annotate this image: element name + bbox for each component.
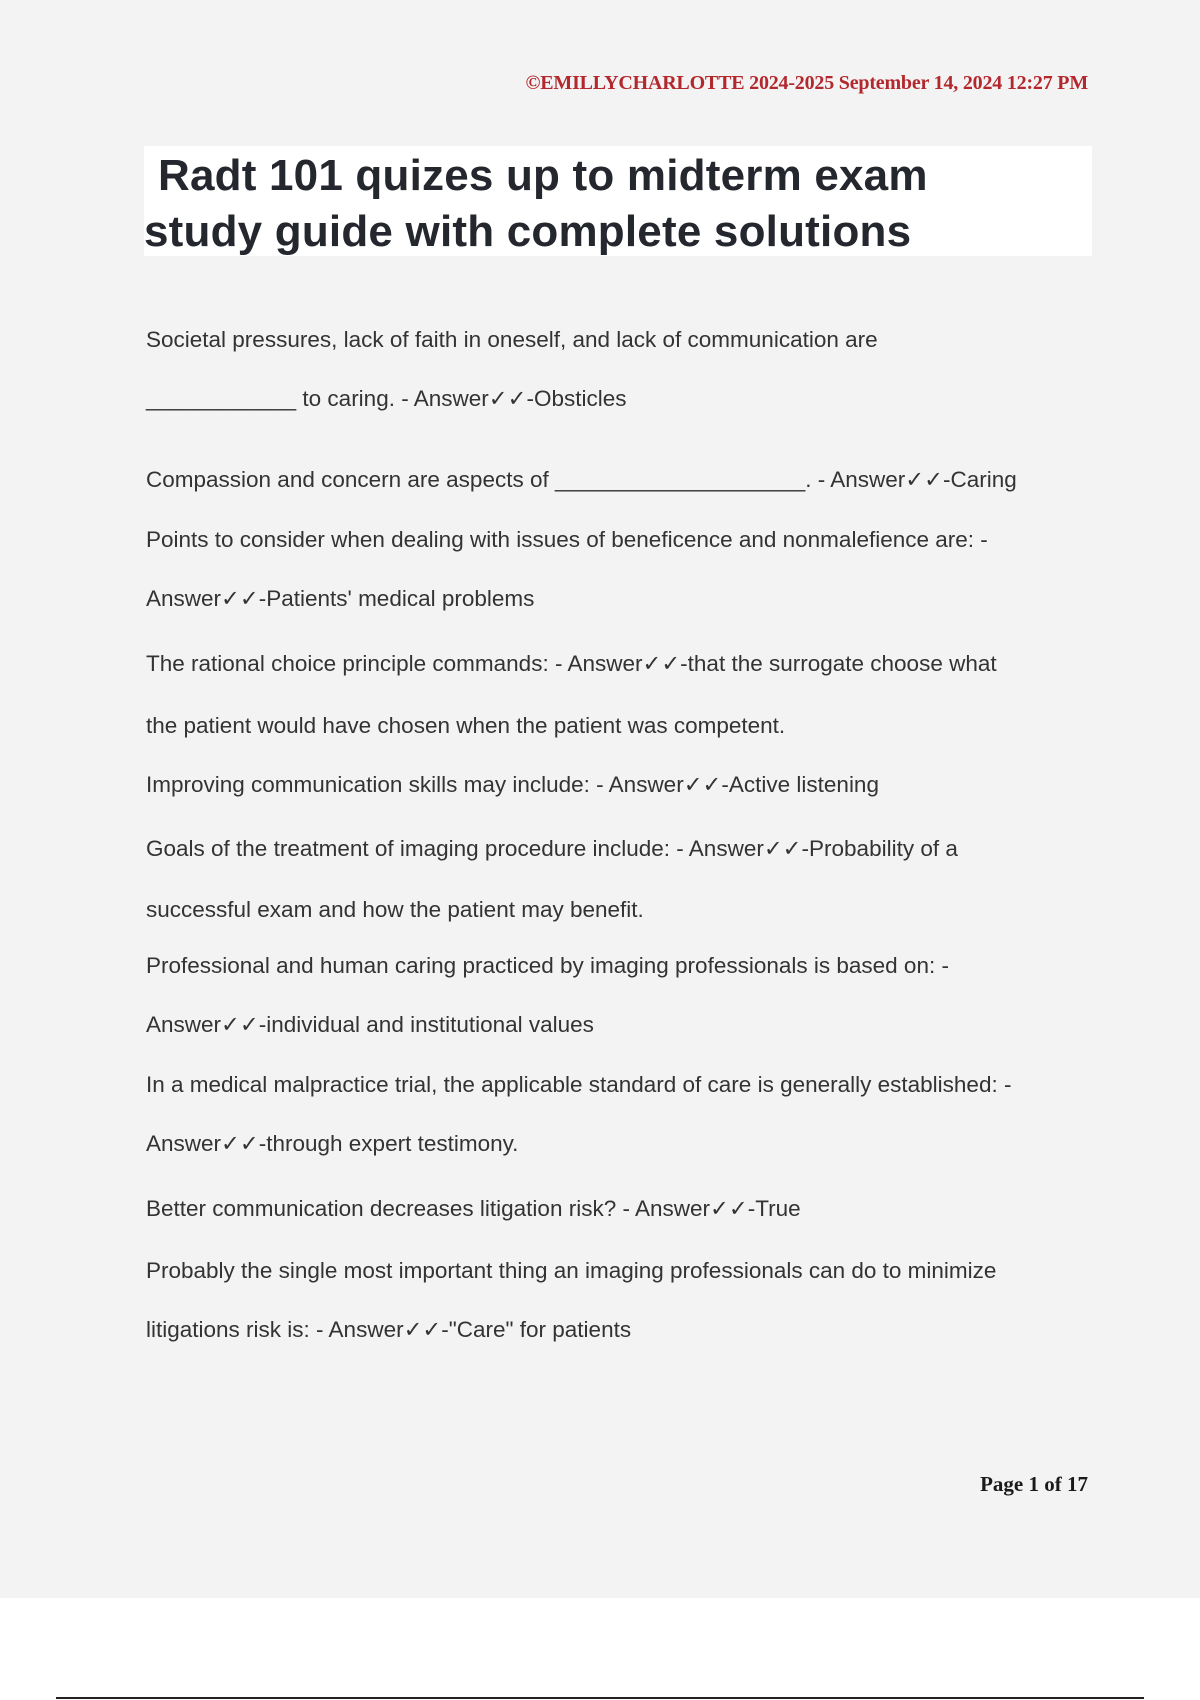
qa-line: The rational choice principle commands: - Answer✓✓-that the surrogate choose what <box>146 651 997 676</box>
qa-line: Answer✓✓-through expert testimony. <box>146 1131 519 1156</box>
header-stamp: ©EMILLYCHARLOTTE 2024-2025 September 14, 2024 12:27 PM <box>525 72 1088 94</box>
qa-line: Better communication decreases litigation risk? - Answer✓✓-True <box>146 1196 801 1221</box>
qa-line: Professional and human caring practiced by imaging professionals is based on: - <box>146 953 949 978</box>
qa-line: successful exam and how the patient may benefit. <box>146 897 644 922</box>
qa-line: the patient would have chosen when the patient was competent. <box>146 713 786 738</box>
qa-line: Probably the single most important thing an imaging professionals can do to minimize <box>146 1258 997 1283</box>
qa-line: In a medical malpractice trial, the applicable standard of care is generally established: - <box>146 1072 1012 1097</box>
title-line-2: study guide with complete solutions <box>144 207 912 256</box>
qa-line: litigations risk is: - Answer✓✓-"Care" for patients <box>146 1317 632 1342</box>
qa-line: Societal pressures, lack of faith in oneself, and lack of communication are <box>146 327 878 352</box>
document-title <box>144 148 1094 260</box>
qa-line: ____________ to caring. - Answer✓✓-Obsticles <box>146 386 627 411</box>
page-number: Page 1 of 17 <box>980 1472 1088 1496</box>
next-page-divider <box>56 1697 1144 1699</box>
qa-line: Goals of the treatment of imaging procedure include: - Answer✓✓-Probability of a <box>146 836 958 861</box>
qa-line: Compassion and concern are aspects of ____________________. - Answer✓✓-Caring <box>146 467 1017 492</box>
qa-line: Improving communication skills may include: - Answer✓✓-Active listening <box>146 772 879 797</box>
title-line-1: Radt 101 quizes up to midterm exam <box>158 151 928 200</box>
qa-line: Answer✓✓-Patients' medical problems <box>146 586 535 611</box>
qa-line: Points to consider when dealing with issues of beneficence and nonmalefience are: - <box>146 527 988 552</box>
qa-line: Answer✓✓-individual and institutional values <box>146 1012 594 1037</box>
